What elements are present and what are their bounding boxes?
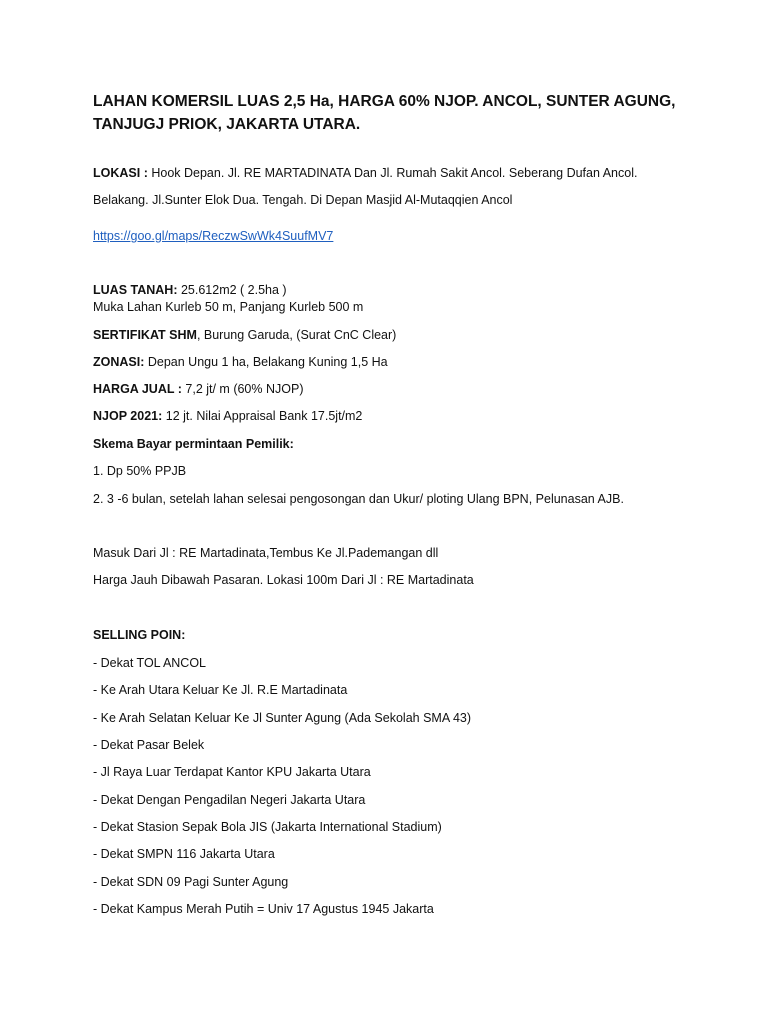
selling-item: - Dekat Dengan Pengadilan Negeri Jakarta Utara — [93, 793, 366, 807]
njop-line — [93, 408, 362, 424]
lokasi-line-2: Belakang. Jl.Sunter Elok Dua. Tengah. Di Depan Masjid Al-Mutaqqien Ancol — [93, 193, 513, 207]
akses-line: Masuk Dari Jl : RE Martadinata,Tembus Ke Jl.Pademangan dll — [93, 546, 439, 560]
luas-detail: Muka Lahan Kurleb 50 m, Panjang Kurleb 500 m — [93, 300, 364, 314]
njop-label: NJOP 2021: — [93, 409, 163, 423]
harga-value: 7,2 jt/ m (60% NJOP) — [185, 382, 304, 396]
document-title: LAHAN KOMERSIL LUAS 2,5 Ha, HARGA 60% NJOP. ANCOL, SUNTER AGUNG, TANJUGJ PRIOK, JAKARTA UTARA. — [93, 93, 676, 133]
luas-line — [93, 282, 287, 298]
luas-label: LUAS TANAH: — [93, 283, 178, 297]
selling-item: - Dekat TOL ANCOL — [93, 656, 207, 670]
akses-line: Harga Jauh Dibawah Pasaran. Lokasi 100m Dari Jl : RE Martadinata — [93, 573, 474, 587]
lokasi-label: LOKASI : — [93, 166, 148, 180]
skema-item: 1. Dp 50% PPJB — [93, 464, 187, 478]
selling-item: - Dekat Pasar Belek — [93, 738, 205, 752]
harga-line — [93, 381, 303, 397]
skema-label: Skema Bayar permintaan Pemilik: — [93, 437, 294, 451]
lokasi-text-1: Hook Depan. Jl. RE MARTADINATA Dan Jl. Rumah Sakit Ancol. Seberang Dufan Ancol. — [151, 166, 638, 180]
sertifikat-value: , Burung Garuda, (Surat CnC Clear) — [196, 328, 397, 342]
zonasi-label: ZONASI: — [93, 355, 145, 369]
map-link[interactable]: https://goo.gl/maps/ReczwSwWk4SuufMV7 — [93, 229, 334, 243]
selling-item: - Dekat SDN 09 Pagi Sunter Agung — [93, 875, 289, 889]
selling-item: - Ke Arah Utara Keluar Ke Jl. R.E Martadinata — [93, 683, 348, 697]
selling-item: - Dekat Kampus Merah Putih = Univ 17 Agustus 1945 Jakarta — [93, 902, 434, 916]
zonasi-line — [93, 354, 388, 370]
zonasi-value: Depan Ungu 1 ha, Belakang Kuning 1,5 Ha — [147, 355, 388, 369]
skema-item: 2. 3 -6 bulan, setelah lahan selesai pengosongan dan Ukur/ ploting Ulang BPN, Pelunasan AJB. — [93, 492, 624, 506]
njop-value: 12 jt. Nilai Appraisal Bank 17.5jt/m2 — [165, 409, 363, 423]
sertifikat-line — [93, 327, 396, 343]
luas-value: 25.612m2 ( 2.5ha ) — [180, 283, 287, 297]
selling-item: - Jl Raya Luar Terdapat Kantor KPU Jakarta Utara — [93, 765, 371, 779]
selling-item: - Dekat Stasion Sepak Bola JIS (Jakarta International Stadium) — [93, 820, 442, 834]
lokasi-line-1 — [93, 165, 637, 181]
harga-label: HARGA JUAL : — [93, 382, 182, 396]
selling-item: - Dekat SMPN 116 Jakarta Utara — [93, 847, 275, 861]
selling-label: SELLING POIN: — [93, 628, 186, 642]
selling-item: - Ke Arah Selatan Keluar Ke Jl Sunter Agung (Ada Sekolah SMA 43) — [93, 711, 472, 725]
sertifikat-label: SERTIFIKAT SHM — [93, 328, 197, 342]
map-link-line — [93, 228, 333, 244]
